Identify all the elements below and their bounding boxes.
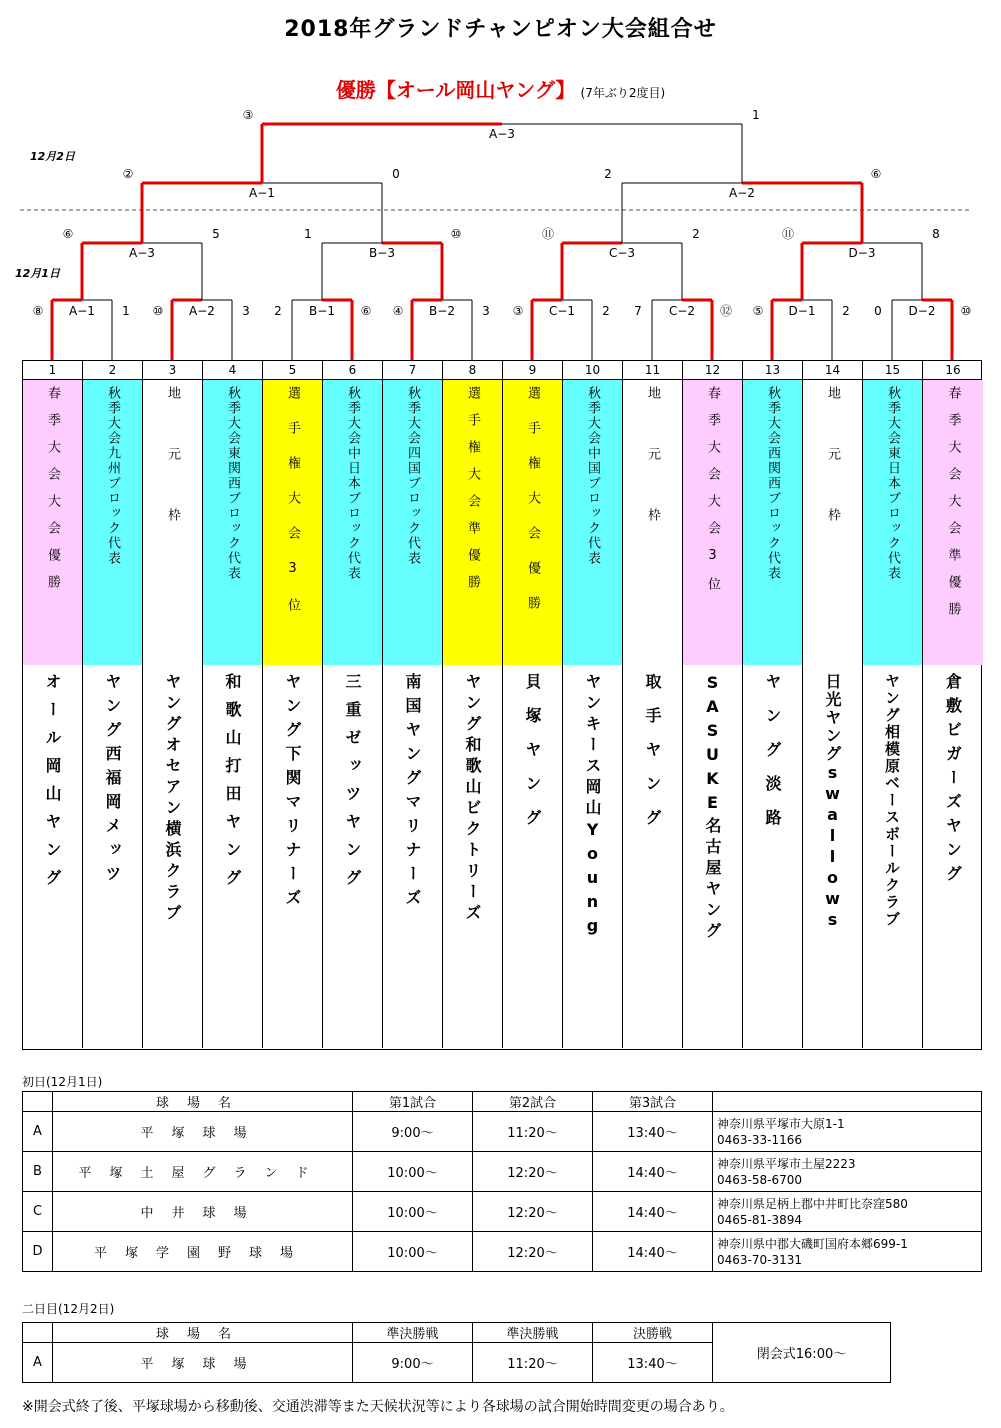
score-left: 0	[874, 304, 882, 318]
team-category-cell	[143, 380, 203, 665]
time-game2: 11:20〜	[473, 1112, 593, 1152]
venue-code: A	[23, 1343, 53, 1383]
team-category: 地元枠	[645, 386, 660, 569]
champion-note: (7年ぶり2度目)	[580, 86, 666, 100]
venue-address: 神奈川県中郡大磯町国府本郷699-1	[717, 1236, 908, 1251]
header-game2: 第2試合	[473, 1092, 593, 1112]
team-category: 秋季大会東日本ブロック代表	[885, 386, 900, 581]
time-game1: 10:00〜	[353, 1152, 473, 1192]
score-left: ⑧	[32, 304, 44, 318]
score-left: ⑥	[62, 227, 74, 241]
team-number: 5	[263, 361, 323, 380]
header-semi1: 準決勝戦	[353, 1323, 473, 1343]
venue-address: 神奈川県平塚市土屋2223	[717, 1156, 856, 1171]
header-game1: 第1試合	[353, 1092, 473, 1112]
match-label: A−3	[489, 127, 515, 141]
venue-code: C	[23, 1192, 53, 1232]
team-category: 秋季大会西関西ブロック代表	[765, 386, 780, 581]
venue-address-cell	[713, 1112, 982, 1152]
header-venue: 球場名	[53, 1323, 353, 1343]
team-category-cell	[203, 380, 263, 665]
team-category: 地元枠	[825, 386, 840, 569]
team-name: ヤングオセアン横浜クラブ	[163, 673, 182, 925]
time-semi1: 9:00〜	[353, 1343, 473, 1383]
match-label: A−1	[249, 186, 275, 200]
team-category: 選手権大会優勝	[525, 386, 540, 631]
day1-date-label: 12月1日	[15, 267, 60, 280]
table-row	[23, 1192, 982, 1232]
header-final: 決勝戦	[593, 1323, 713, 1343]
team-number: 9	[503, 361, 563, 380]
team-number: 2	[83, 361, 143, 380]
table-header-row	[23, 1323, 891, 1343]
team-name-cell	[323, 665, 383, 1048]
team-category: 秋季大会九州ブロック代表	[105, 386, 120, 566]
venue-address-cell	[713, 1232, 982, 1272]
day2-schedule-table	[22, 1322, 891, 1383]
team-number: 1	[23, 361, 83, 380]
team-name: 日光ヤングswallows	[823, 673, 842, 931]
score-right: 0	[392, 167, 400, 181]
time-game3: 14:40〜	[593, 1152, 713, 1192]
header-game3: 第3試合	[593, 1092, 713, 1112]
team-name-row	[22, 665, 982, 1050]
team-name: ヤング和歌山ビクトリーズ	[463, 673, 482, 925]
team-name-cell	[83, 665, 143, 1048]
team-name: SASUKE名古屋ヤング	[703, 673, 722, 943]
team-name-cell	[623, 665, 683, 1048]
team-name-cell	[443, 665, 503, 1048]
team-name-cell	[743, 665, 803, 1048]
team-category-cell	[383, 380, 443, 665]
team-name-cell	[563, 665, 623, 1048]
venue-address-cell	[713, 1192, 982, 1232]
team-name: 和歌山打田ヤング	[223, 673, 242, 897]
time-game2: 12:20〜	[473, 1152, 593, 1192]
match-label: B−2	[429, 304, 455, 318]
team-name-cell	[203, 665, 263, 1048]
match-label: B−1	[309, 304, 335, 318]
score-right: ⑥	[870, 167, 882, 181]
team-category-cell	[83, 380, 143, 665]
team-category-cell	[803, 380, 863, 665]
team-name: ヤンキース岡山Young	[583, 673, 602, 940]
team-category-cell	[923, 380, 983, 665]
team-category: 秋季大会中日本ブロック代表	[345, 386, 360, 581]
venue-phone: 0465-81-3894	[717, 1212, 803, 1227]
score-left: ④	[392, 304, 404, 318]
team-category-cell	[743, 380, 803, 665]
team-number: 8	[443, 361, 503, 380]
team-number: 3	[143, 361, 203, 380]
team-category: 選手権大会3位	[285, 386, 300, 633]
venue-name: 中井球場	[53, 1192, 353, 1232]
team-number: 10	[563, 361, 623, 380]
day2-date-label: 12月2日	[30, 150, 75, 163]
score-right: 3	[242, 304, 250, 318]
team-category-cell	[323, 380, 383, 665]
team-name-cell	[863, 665, 923, 1048]
team-category: 秋季大会四国ブロック代表	[405, 386, 420, 566]
score-right: 5	[212, 227, 220, 241]
time-semi2: 11:20〜	[473, 1343, 593, 1383]
match-label: B−3	[369, 246, 395, 260]
header-venue: 球場名	[53, 1092, 353, 1112]
score-left: ⑩	[152, 304, 164, 318]
day2-label: 二日目(12月2日)	[22, 1302, 115, 1316]
match-label: A−2	[189, 304, 215, 318]
team-name-cell	[503, 665, 563, 1048]
score-left: 2	[604, 167, 612, 181]
team-category-cell	[503, 380, 563, 665]
team-category-cell	[563, 380, 623, 665]
venue-address: 神奈川県足柄上郡中井町比奈窪580	[717, 1196, 908, 1211]
team-name: ヤング下関マリナーズ	[283, 673, 302, 913]
team-name: 南国ヤングマリナーズ	[403, 673, 422, 913]
score-right: ⑩	[960, 304, 972, 318]
venue-code: B	[23, 1152, 53, 1192]
team-name: 貝塚ヤング	[523, 673, 542, 843]
tournament-bracket	[0, 0, 1001, 360]
score-left: 7	[634, 304, 642, 318]
team-number: 11	[623, 361, 683, 380]
venue-phone: 0463-70-3131	[717, 1252, 803, 1267]
team-category-cell	[263, 380, 323, 665]
closing-ceremony: 閉会式16:00〜	[713, 1323, 891, 1383]
team-category: 秋季大会東関西ブロック代表	[225, 386, 240, 581]
team-number: 14	[803, 361, 863, 380]
team-number: 4	[203, 361, 263, 380]
time-game3: 13:40〜	[593, 1112, 713, 1152]
team-name-cell	[923, 665, 983, 1048]
table-row	[23, 1152, 982, 1192]
score-left: ③	[512, 304, 524, 318]
team-category-cell	[23, 380, 83, 665]
score-left: 2	[274, 304, 282, 318]
team-category: 地元枠	[165, 386, 180, 569]
team-name-cell	[143, 665, 203, 1048]
venue-phone: 0463-33-1166	[717, 1132, 803, 1147]
score-right: 1	[752, 108, 760, 122]
score-right: ⑫	[719, 304, 733, 318]
venue-code: D	[23, 1232, 53, 1272]
score-right: 3	[482, 304, 490, 318]
time-game1: 10:00〜	[353, 1192, 473, 1232]
score-right: 1	[122, 304, 130, 318]
team-name: オール岡山ヤング	[43, 673, 62, 897]
team-name-cell	[683, 665, 743, 1048]
match-label: A−1	[69, 304, 95, 318]
venue-address-cell	[713, 1152, 982, 1192]
team-number: 16	[945, 363, 961, 377]
time-game1: 9:00〜	[353, 1112, 473, 1152]
table-header-row	[23, 1092, 982, 1112]
score-left: ⑪	[541, 227, 555, 241]
team-category: 春季大会大会準優勝	[945, 386, 961, 629]
team-category-cell	[443, 380, 503, 665]
time-game2: 12:20〜	[473, 1232, 593, 1272]
team-name: ヤング相模原ベースボールクラブ	[883, 673, 901, 928]
team-category: 選手権大会準優勝	[465, 386, 480, 602]
team-name: 取手ヤング	[643, 673, 662, 843]
match-label: A−2	[729, 186, 755, 200]
team-category: 秋季大会中国ブロック代表	[585, 386, 600, 566]
match-label: C−1	[548, 304, 576, 318]
header-semi2: 準決勝戦	[473, 1323, 593, 1343]
champion-label: 優勝【オール岡山ヤング】	[335, 78, 576, 102]
team-name-cell	[23, 665, 83, 1048]
table-row	[23, 1232, 982, 1272]
venue-name: 平塚土屋グランド	[53, 1152, 353, 1192]
score-right: 2	[842, 304, 850, 318]
team-number-row	[22, 360, 982, 380]
score-left: ⑪	[781, 227, 795, 241]
team-name-cell	[263, 665, 323, 1048]
team-name: 三重ゼッツヤング	[343, 673, 362, 897]
score-right: 2	[692, 227, 700, 241]
day1-label: 初日(12月1日)	[22, 1075, 103, 1089]
score-left: 1	[304, 227, 312, 241]
match-label: C−3	[608, 246, 636, 260]
venue-name: 平塚球場	[53, 1112, 353, 1152]
day1-schedule-table	[22, 1091, 982, 1272]
time-game3: 14:40〜	[593, 1232, 713, 1272]
team-category: 春季大会大会優勝	[45, 386, 60, 602]
score-left: ②	[122, 167, 134, 181]
page-title: 2018年グランドチャンピオン大会組合せ	[284, 17, 717, 42]
team-name-cell	[383, 665, 443, 1048]
match-label: D−2	[908, 304, 936, 318]
venue-code: A	[23, 1112, 53, 1152]
score-right: ⑩	[450, 227, 462, 241]
time-game1: 10:00〜	[353, 1232, 473, 1272]
venue-address: 神奈川県平塚市大原1-1	[717, 1116, 845, 1131]
team-number: 12	[683, 361, 743, 380]
team-category-cell	[863, 380, 923, 665]
team-name: 倉敷ビガーズヤング	[943, 673, 963, 889]
match-label: D−1	[788, 304, 816, 318]
score-left: ③	[242, 108, 254, 122]
team-category-row	[22, 380, 982, 665]
match-label: D−3	[848, 246, 876, 260]
venue-name: 平塚学園野球場	[53, 1232, 353, 1272]
team-number: 15	[863, 361, 923, 380]
team-category-cell	[683, 380, 743, 665]
score-left: ⑤	[752, 304, 764, 318]
team-category-cell	[623, 380, 683, 665]
match-label: A−3	[129, 246, 155, 260]
team-name: ヤング西福岡メッツ	[103, 673, 122, 889]
venue-name: 平塚球場	[53, 1343, 353, 1383]
match-label: C−2	[668, 304, 696, 318]
time-final: 13:40〜	[593, 1343, 713, 1383]
team-name-cell	[803, 665, 863, 1048]
score-right: 8	[932, 227, 940, 241]
table-row	[23, 1112, 982, 1152]
time-game3: 14:40〜	[593, 1192, 713, 1232]
team-number: 6	[323, 361, 383, 380]
footer-note: ※開会式終了後、平塚球場から移動後、交通渋滞等また天候状況等により各球場の試合開始時間変更の場合あり。	[22, 1399, 734, 1415]
team-number: 7	[383, 361, 443, 380]
venue-phone: 0463-58-6700	[717, 1172, 803, 1187]
score-right: ⑥	[360, 304, 372, 318]
team-number: 13	[743, 361, 803, 380]
time-game2: 12:20〜	[473, 1192, 593, 1232]
team-category: 春季大会大会3位	[705, 386, 720, 604]
team-name: ヤング淡路	[763, 673, 782, 843]
score-right: 2	[602, 304, 610, 318]
